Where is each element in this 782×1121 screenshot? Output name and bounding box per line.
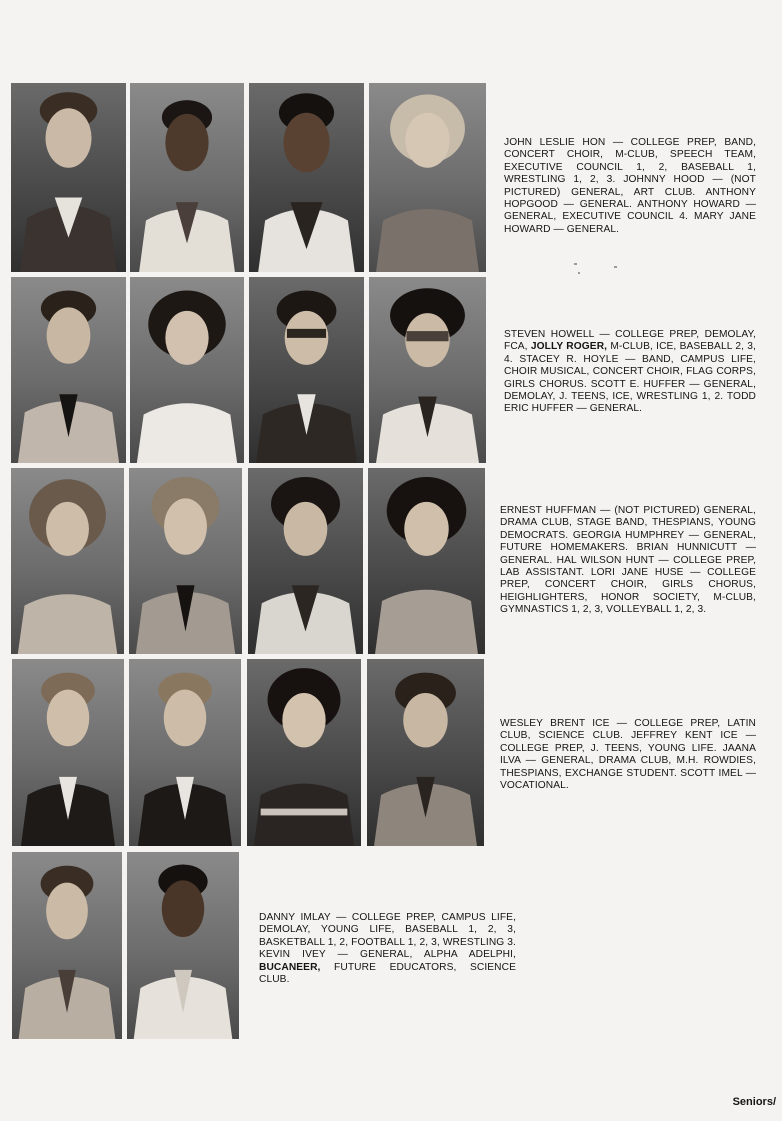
portrait-photo — [129, 468, 242, 654]
portrait-photo — [11, 277, 126, 463]
caption-bold-segment: JOLLY ROGER, — [530, 341, 608, 353]
portrait-photo — [248, 468, 363, 654]
portrait-photo — [12, 659, 124, 846]
portrait-photo — [129, 659, 241, 846]
portrait-photo — [368, 468, 485, 654]
caption-segment: FUTURE EDUCATORS, SCIENCE CLUB. — [259, 961, 516, 986]
caption-row-4 — [500, 718, 756, 792]
portrait-photo — [249, 277, 364, 463]
caption-segment: WESLEY BRENT ICE — COLLEGE PREP, LATIN CLUB, SCIENCE CLUB. JEFFREY KENT ICE — COLLEGE PREP, J. TEENS, YOUNG LIFE. JAANA ILVA — GENERAL, DRAMA CLUB, M.H. ROWDIES, THESPIANS, EXCHANGE STUDENT. SCOTT IMEL — VOCATIONAL. — [500, 718, 756, 792]
caption-segment: DANNY IMLAY — COLLEGE PREP, CAMPUS LIFE, DEMOLAY, YOUNG LIFE, BASEBALL 1, 2, 3, BASKETBALL 1, 2, FOOTBALL 1, 2, 3, WRESTLING 3. KEVIN IVEY — GENERAL, ALPHA ADELPHI, — [259, 912, 516, 961]
portrait-photo — [130, 83, 244, 272]
portrait-photo — [11, 83, 126, 272]
dust-speck — [578, 272, 580, 274]
caption-segment: M-CLUB, ICE, BASEBALL 2, 3, 4. STACEY R. HOYLE — BAND, CAMPUS LIFE, CHOIR MUSICAL, CONCERT CHOIR, FLAG CORPS, GIRLS CHORUS. SCOTT E. HUFFER — GENERAL, DEMOLAY, J. TEENS, ICE, WRESTLING 1, 2. TODD ERIC HUFFER — GENERAL. — [504, 341, 756, 415]
portrait-photo — [127, 852, 239, 1039]
dust-speck — [614, 266, 617, 268]
portrait-photo — [249, 83, 364, 272]
caption-row-5 — [259, 912, 516, 986]
caption-row-1 — [504, 137, 756, 236]
caption-segment: JOHN LESLIE HON — COLLEGE PREP, BAND, CONCERT CHOIR, M-CLUB, SPEECH TEAM, EXECUTIVE COUNCIL 1, 2, BASEBALL 1, WRESTLING 1, 2, 3. JOHNNY HOOD — (NOT PICTURED) GENERAL, ART CLUB. ANTHONY HOPGOOD — GENERAL. ANTHONY HOWARD — GENERAL, EXECUTIVE COUNCIL 4. MARY JANE HOWARD — GENERAL. — [504, 137, 756, 235]
caption-bold-segment: BUCANEER, — [259, 961, 321, 973]
caption-row-2 — [504, 329, 756, 416]
portrait-photo — [369, 83, 486, 272]
caption-segment: ERNEST HUFFMAN — (NOT PICTURED) GENERAL, DRAMA CLUB, STAGE BAND, THESPIANS, YOUNG DEMOCRATS. GEORGIA HUMPHREY — GENERAL, FUTURE HOMEMAKERS. BRIAN HUNNICUTT — GENERAL. HAL WILSON HUNT — COLLEGE PREP, LAB ASSISTANT. LORI JANE HUSE — COLLEGE PREP, CONCERT CHOIR, GIRLS CHORUS, HEIGHLIGHTERS, HONOR SOCIETY, M-CLUB, GYMNASTICS 1, 2, 3, VOLLEYBALL 1, 2, 3. — [500, 505, 756, 616]
portrait-photo — [130, 277, 244, 463]
page-folio: Seniors/ — [732, 1096, 776, 1108]
portrait-photo — [12, 852, 122, 1039]
portrait-photo — [367, 659, 484, 846]
portrait-photo — [11, 468, 124, 654]
dust-speck — [574, 263, 577, 265]
caption-row-3 — [500, 505, 756, 617]
portrait-photo — [247, 659, 361, 846]
portrait-photo — [369, 277, 486, 463]
caption-segment: STEVEN HOWELL — COLLEGE PREP, DEMOLAY, FCA, — [504, 329, 756, 353]
